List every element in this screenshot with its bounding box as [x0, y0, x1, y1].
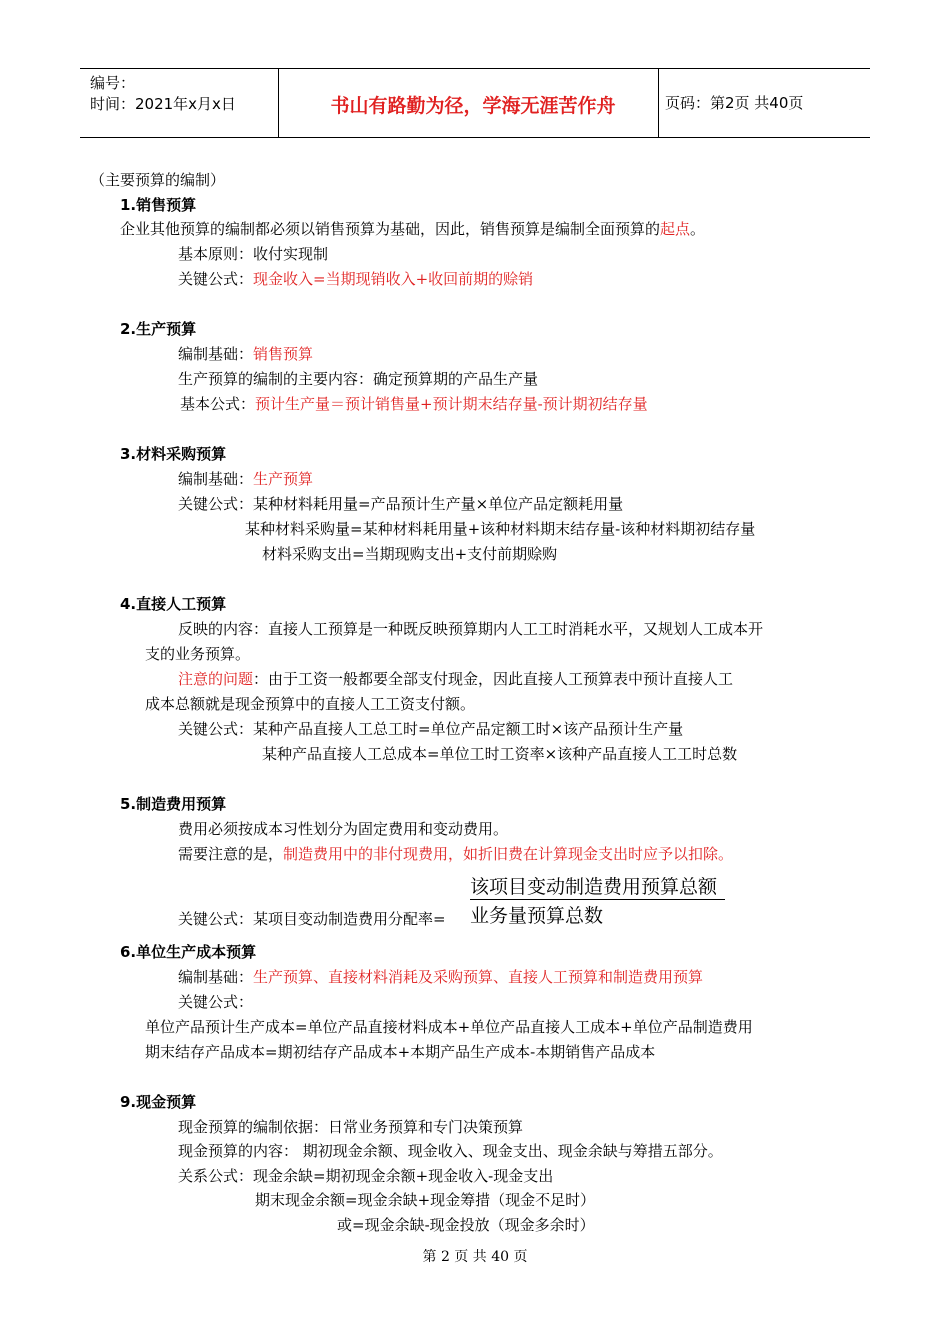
heading-unit-cost-budget: 6.单位生产成本预算: [120, 943, 257, 961]
paragraph: 编制基础：生产预算: [178, 470, 314, 488]
formula-line: 关键公式：某种材料耗用量=产品预计生产量×单位产品定额耗用量: [178, 495, 624, 513]
doc-number-label: 编号：: [90, 74, 136, 92]
formula-line: 关键公式：某项目变动制造费用分配率=: [178, 910, 446, 928]
formula-line: 期末现金余额=现金余缺+现金筹措（现金不足时）: [255, 1191, 596, 1209]
formula-line: 关键公式：现金收入=当期现销收入+收回前期的赊销: [178, 270, 534, 288]
paragraph: 反映的内容：直接人工预算是一种既反映预算期内人工工时消耗水平，又规划人工成本开: [178, 620, 764, 638]
paragraph: 注意的问题：由于工资一般都要全部支付现金，因此直接人工预算表中预计直接人工: [178, 670, 734, 688]
heading-sales-budget: 1.销售预算: [120, 196, 197, 214]
header-meta: [90, 73, 236, 115]
fraction-numerator: 该项目变动制造费用预算总额: [470, 876, 718, 898]
formula-line: 期末结存产品成本=期初结存产品成本+本期产品生产成本-本期销售产品成本: [145, 1043, 656, 1061]
heading-material-budget: 3.材料采购预算: [120, 445, 227, 463]
page-footer: 第 2 页 共 40 页: [422, 1249, 528, 1265]
section-intro: （主要预算的编制）: [90, 171, 226, 189]
heading-labor-budget: 4.直接人工预算: [120, 595, 227, 613]
paragraph: 现金预算的编制依据：日常业务预算和专门决策预算: [178, 1118, 524, 1136]
header-divider: [658, 69, 659, 137]
page-header: [80, 68, 870, 138]
paragraph: 编制基础：生产预算、直接材料消耗及采购预算、直接人工预算和制造费用预算: [178, 968, 704, 986]
heading-overhead-budget: 5.制造费用预算: [120, 795, 227, 813]
formula-line: 关系公式：现金余缺=期初现金余额+现金收入-现金支出: [178, 1167, 554, 1185]
paragraph: 费用必须按成本习性划分为固定费用和变动费用。: [178, 820, 509, 838]
paragraph: 需要注意的是，制造费用中的非付现费用，如折旧费在计算现金支出时应予以扣除。: [178, 845, 734, 863]
paragraph: 编制基础：销售预算: [178, 345, 314, 363]
header-page-info: 页码：第2页 共40页: [665, 94, 804, 112]
formula-line: 某种产品直接人工总成本=单位工时工资率×该种产品直接人工工时总数: [262, 745, 738, 763]
formula-line: 关键公式：某种产品直接人工总工时=单位产品定额工时×该产品预计生产量: [178, 720, 684, 738]
paragraph: 支的业务预算。: [145, 645, 251, 663]
paragraph: 企业其他预算的编制都必须以销售预算为基础，因此，销售预算是编制全面预算的起点。: [120, 220, 706, 238]
fraction-denominator: 业务量预算总数: [470, 905, 604, 927]
doc-date: 时间：2021年x月x日: [90, 95, 236, 113]
paragraph: 生产预算的编制的主要内容：确定预算期的产品生产量: [178, 370, 539, 388]
paragraph: 现金预算的内容： 期初现金余额、现金收入、现金支出、现金余缺与筹措五部分。: [178, 1142, 723, 1160]
paragraph: 关键公式：: [178, 993, 254, 1011]
formula-line: 或=现金余缺-现金投放（现金多余时）: [337, 1216, 595, 1234]
formula-line: 单位产品预计生产成本=单位产品直接材料成本+单位产品直接人工成本+单位产品制造费用: [145, 1018, 753, 1036]
fraction-bar: [470, 899, 725, 900]
paragraph: 成本总额就是现金预算中的直接人工工资支付额。: [145, 695, 476, 713]
formula-line: 材料采购支出=当期现购支出+支付前期赊购: [262, 545, 558, 563]
formula-line: 基本公式：预计生产量＝预计销售量+预计期末结存量-预计期初结存量: [180, 395, 648, 413]
heading-production-budget: 2.生产预算: [120, 320, 197, 338]
header-divider: [278, 69, 279, 137]
heading-cash-budget: 9.现金预算: [120, 1093, 197, 1111]
formula-line: 某种材料采购量=某种材料耗用量+该种材料期末结存量-该种材料期初结存量: [245, 520, 756, 538]
paragraph: 基本原则：收付实现制: [178, 245, 329, 263]
header-motto: 书山有路勤为径，学海无涯苦作舟: [330, 95, 616, 117]
